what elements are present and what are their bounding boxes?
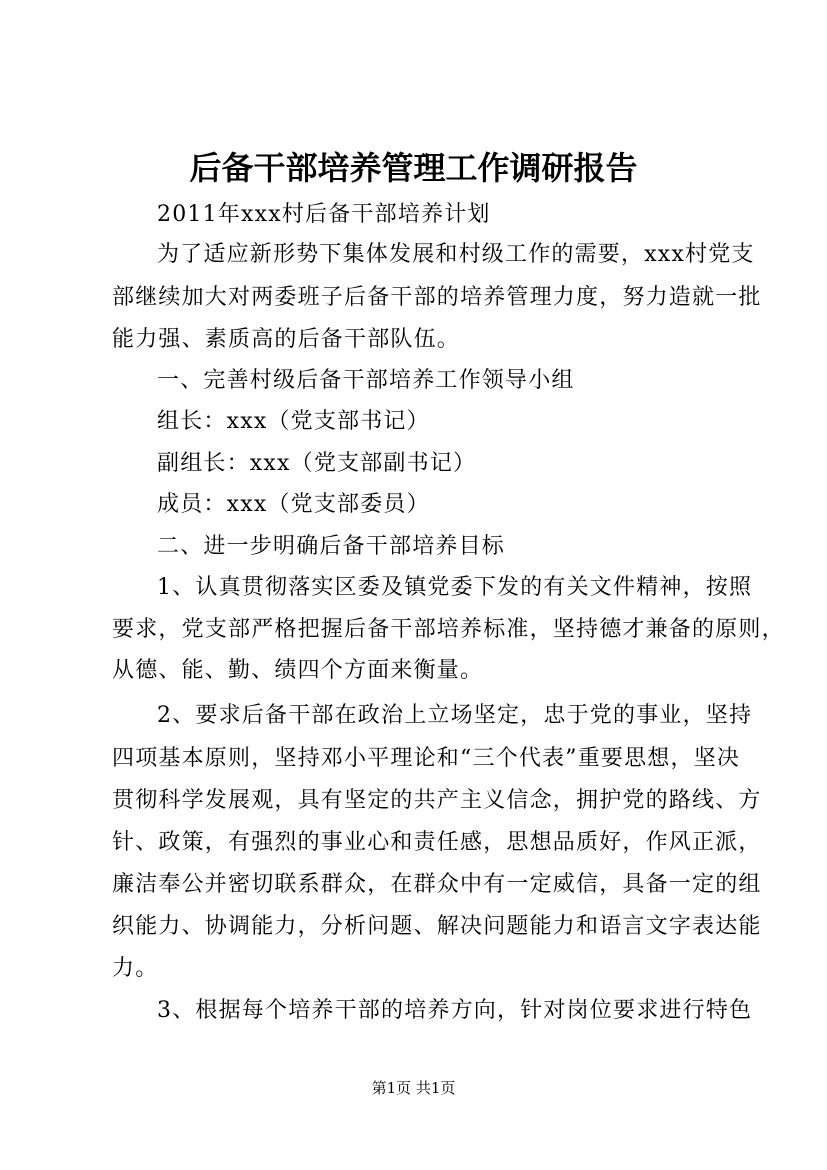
paragraph-line: 要求，党支部严格把握后备干部培养标准，坚持德才兼备的原则， xyxy=(112,617,785,642)
list-item: 组长：xxx（党支部书记） xyxy=(157,409,430,434)
paragraph-line: 部继续加大对两委班子后备干部的培养管理力度，努力造就一批 xyxy=(112,285,762,310)
paragraph-line: 针、政策，有强烈的事业心和责任感，思想品质好，作风正派， xyxy=(112,830,762,855)
list-item: 副组长：xxx（党支部副书记） xyxy=(157,451,477,476)
paragraph-line: 2、要求后备干部在政治上立场坚定，忠于党的事业，坚持 xyxy=(157,703,753,728)
paragraph-line: 四项基本原则，坚持邓小平理论和“三个代表”重要思想，坚决 xyxy=(112,746,741,771)
section-heading: 二、进一步明确后备干部培养目标 xyxy=(157,534,506,559)
paragraph-line: 力。 xyxy=(112,956,159,981)
paragraph-line: 3、根据每个培养干部的培养方向，针对岗位要求进行特色 xyxy=(157,998,753,1023)
paragraph-line: 能力强、素质高的后备干部队伍。 xyxy=(112,327,461,352)
paragraph-line: 廉洁奉公并密切联系群众，在群众中有一定威信，具备一定的组 xyxy=(112,872,762,897)
paragraph-line: 从德、能、勤、绩四个方面来衡量。 xyxy=(112,658,484,683)
page-footer: 第1页 共1页 xyxy=(371,1079,456,1097)
page-title: 后备干部培养管理工作调研报告 xyxy=(189,149,638,187)
paragraph-line: 贯彻科学发展观，具有坚定的共产主义信念，拥护党的路线、方 xyxy=(112,788,762,813)
paragraph-line: 1、认真贯彻落实区委及镇党委下发的有关文件精神，按照 xyxy=(157,575,753,600)
paragraph-line: 织能力、协调能力，分析问题、解决问题能力和语言文字表达能 xyxy=(112,914,762,939)
list-item: 成员：xxx（党支部委员） xyxy=(157,492,430,517)
plan-heading: 2011年xxx村后备干部培养计划 xyxy=(157,202,491,227)
section-heading: 一、完善村级后备干部培养工作领导小组 xyxy=(157,368,575,393)
paragraph-line: 为了适应新形势下集体发展和村级工作的需要，xxx村党支 xyxy=(157,242,755,267)
